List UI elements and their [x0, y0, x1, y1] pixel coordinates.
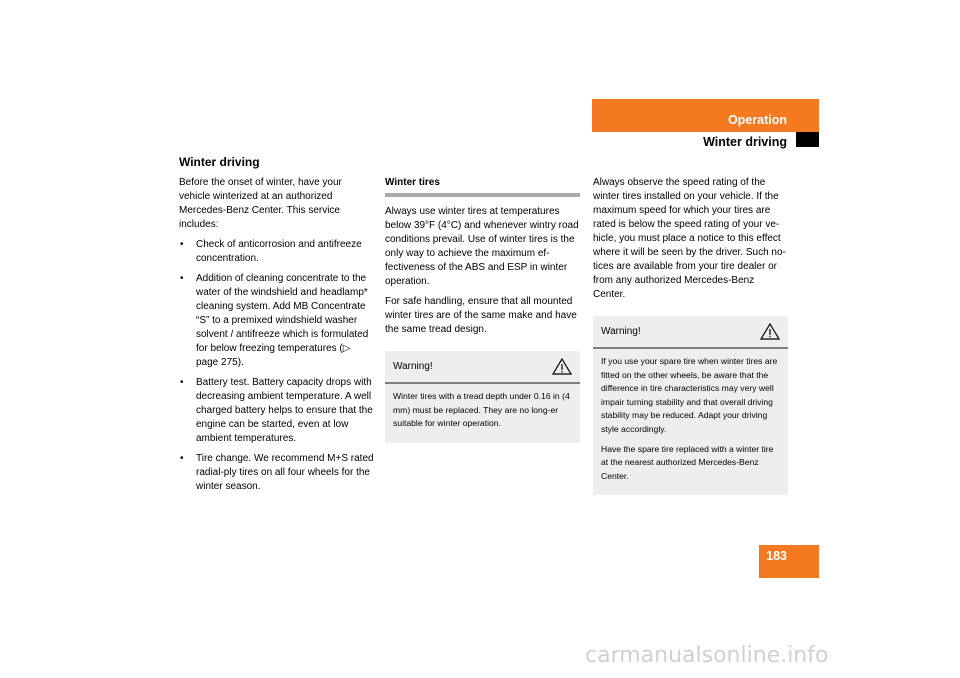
bullet-icon: •: [180, 377, 184, 388]
intro-paragraph: Before the onset of winter, have your vehicle winterized at an authorized Mercedes-Benz Center. This service includes:: [179, 177, 342, 230]
heading-rule: [385, 193, 580, 197]
watermark: carmanualsonline.info: [585, 643, 829, 668]
warning-triangle-icon: [760, 323, 780, 340]
bullet-icon: •: [180, 453, 184, 464]
paragraph: Always observe the speed rating of the winter tires installed on your vehicle. If the maximum speed for which your tires are rated is below the speed rating of your ve-hicle, you must place a notice to this effect where it will be seen by the driver. Such no-tices are available from your tire dealer or from any authorized Mercedes-Benz Center.: [593, 177, 786, 300]
warning-title: Warning!: [601, 325, 641, 337]
warning-triangle-icon: [552, 358, 572, 375]
warning-box: [593, 316, 788, 495]
winter-tires-heading: Winter tires: [385, 177, 440, 188]
paragraph: For safe handling, ensure that all mounted winter tires are of the same make and have the same tread design.: [385, 296, 577, 335]
warning-box: [385, 351, 580, 443]
list-item: • Addition of cleaning concentrate to the water of the windshield and headlamp* cleaning system. Add MB Concentrate “S” to a premixed windshield washer solvent / antifreeze which is formulated for below freezing temperatures (▷ page 275).: [180, 273, 369, 368]
list-item: • Check of anticorrosion and antifreeze concentration.: [180, 239, 362, 264]
warning-text: Have the spare tire replaced with a winter tire at the nearest authorized Mercedes-Benz Center.: [601, 443, 774, 481]
column-1: [179, 176, 374, 500]
warning-header: [593, 316, 788, 349]
service-list: [179, 238, 374, 494]
warning-text: If you use your spare tire when winter tires are fitted on the other wheels, be aware that the difference in tire characteristics may very well impair turning stability and that overall driving stability may be reduced. Adapt your driving style accordingly.: [601, 356, 778, 434]
page-number-box: [759, 545, 819, 578]
list-item: • Battery test. Battery capacity drops with decreasing ambient temperature. A well charged battery helps to ensure that the engine can be started, even at low ambient temperatures.: [180, 377, 373, 444]
column-2: [385, 176, 580, 443]
section-title: Operation: [727, 113, 787, 127]
warning-header: [385, 351, 580, 384]
paragraph: Always use winter tires at temperatures below 39°F (4°C) and whenever wintry road conditions prevail. Use of winter tires is the only way to achieve the maximum ef-fectiveness of the ABS and ESP in winter operation.: [385, 206, 579, 287]
column-3: [593, 176, 788, 495]
header-marker: [796, 132, 819, 147]
bullet-icon: •: [180, 273, 184, 284]
bullet-icon: •: [180, 239, 184, 250]
page-number: 183: [766, 549, 787, 563]
section-header-box: [592, 99, 819, 132]
list-item: • Tire change. We recommend M+S rated radial-ply tires on all four wheels for the winter season.: [180, 453, 374, 492]
page-heading: Winter driving: [179, 155, 260, 169]
warning-text: Winter tires with a tread depth under 0.16 in (4 mm) must be replaced. They are no long-er suitable for winter operation.: [393, 391, 570, 429]
subsection-title: Winter driving: [703, 135, 787, 149]
warning-title: Warning!: [393, 360, 433, 372]
